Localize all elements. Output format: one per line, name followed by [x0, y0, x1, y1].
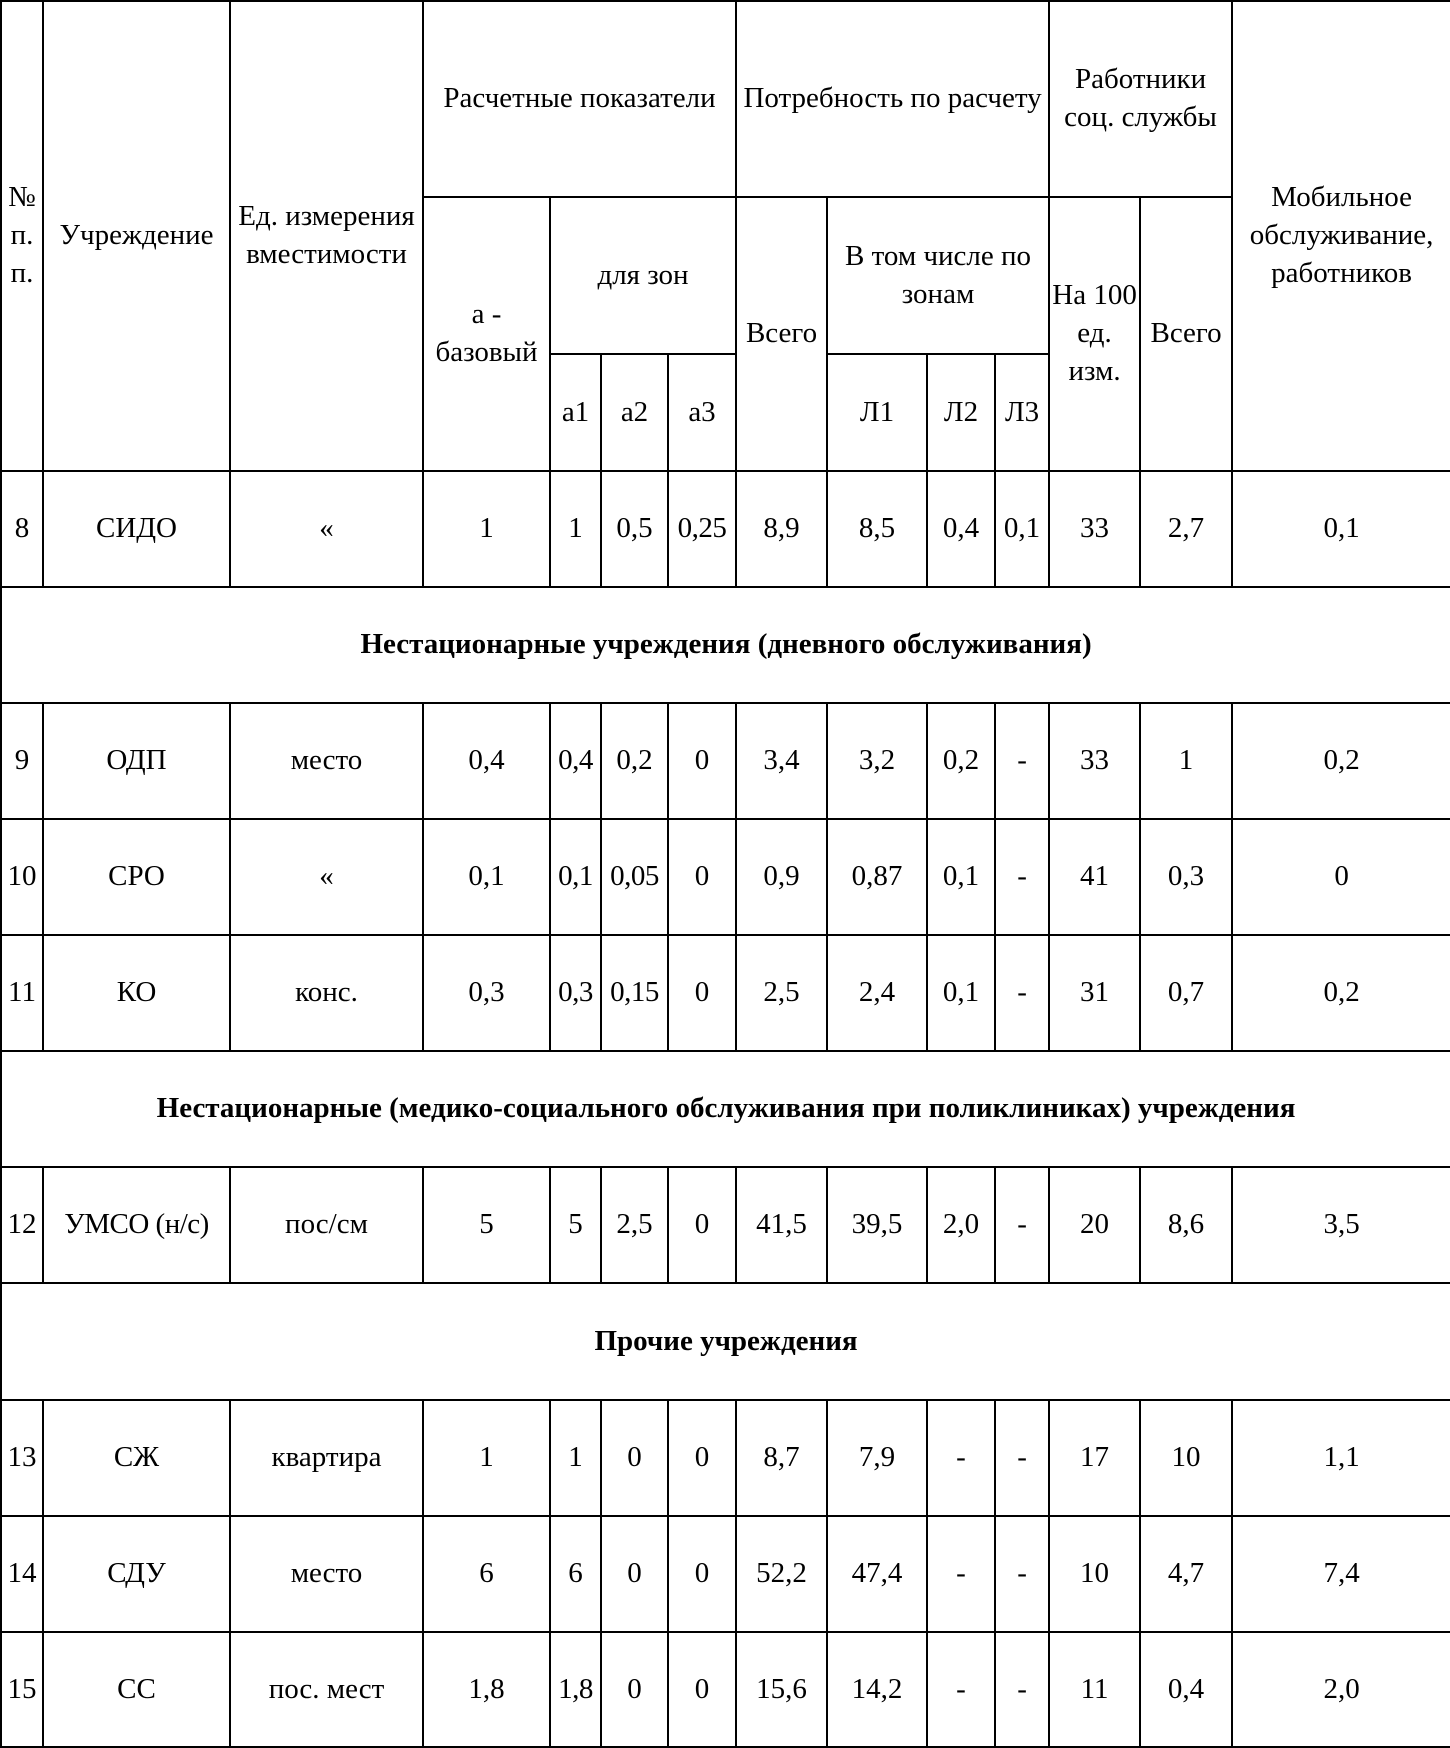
cell-l2: 0,1 — [927, 935, 995, 1051]
cell-per-100: 31 — [1049, 935, 1140, 1051]
cell-l3: - — [995, 703, 1049, 819]
cell-a3: 0 — [668, 1400, 736, 1516]
cell-unit: конс. — [230, 935, 423, 1051]
cell-a2: 0,15 — [601, 935, 668, 1051]
cell-a3: 0 — [668, 1516, 736, 1632]
cell-per-100: 33 — [1049, 703, 1140, 819]
cell-a1: 0,3 — [550, 935, 601, 1051]
cell-a-base: 5 — [423, 1167, 550, 1283]
cell-need-total: 52,2 — [736, 1516, 827, 1632]
table-row — [1, 703, 1450, 819]
table-row — [1, 1516, 1450, 1632]
cell-l2: 0,1 — [927, 819, 995, 935]
header-need-by-calc: Потребность по расчету — [736, 1, 1049, 197]
cell-l2: - — [927, 1516, 995, 1632]
cell-workers-total: 8,6 — [1140, 1167, 1232, 1283]
section-heading: Нестационарные (медико-социального обслуживания при поликлиниках) учреждения — [1, 1051, 1450, 1167]
cell-num: 14 — [1, 1516, 43, 1632]
table-row — [1, 819, 1450, 935]
header-l1: Л1 — [827, 354, 927, 470]
cell-mobile: 1,1 — [1232, 1400, 1450, 1516]
cell-a3: 0 — [668, 935, 736, 1051]
cell-institution: УМСО (н/с) — [43, 1167, 230, 1283]
cell-l1: 3,2 — [827, 703, 927, 819]
cell-per-100: 11 — [1049, 1632, 1140, 1747]
cell-mobile: 3,5 — [1232, 1167, 1450, 1283]
cell-mobile: 0 — [1232, 819, 1450, 935]
cell-a3: 0 — [668, 819, 736, 935]
header-workers-total: Всего — [1140, 197, 1232, 470]
cell-l1: 8,5 — [827, 471, 927, 587]
cell-a1: 0,1 — [550, 819, 601, 935]
cell-unit: пос. мест — [230, 1632, 423, 1747]
cell-a2: 0,5 — [601, 471, 668, 587]
cell-per-100: 17 — [1049, 1400, 1140, 1516]
cell-a2: 0,05 — [601, 819, 668, 935]
section-heading: Прочие учреждения — [1, 1283, 1450, 1399]
cell-unit: место — [230, 1516, 423, 1632]
cell-per-100: 10 — [1049, 1516, 1140, 1632]
cell-need-total: 2,5 — [736, 935, 827, 1051]
cell-institution: СДУ — [43, 1516, 230, 1632]
cell-l3: - — [995, 1516, 1049, 1632]
header-mobile-service: Мобильное обслуживание, работников — [1232, 1, 1450, 471]
header-for-zones: для зон — [550, 197, 736, 354]
cell-a-base: 0,1 — [423, 819, 550, 935]
cell-l3: - — [995, 1167, 1049, 1283]
cell-l3: - — [995, 1400, 1049, 1516]
table-row — [1, 1167, 1450, 1283]
cell-workers-total: 0,4 — [1140, 1632, 1232, 1747]
cell-institution: КО — [43, 935, 230, 1051]
cell-a2: 2,5 — [601, 1167, 668, 1283]
cell-l3: 0,1 — [995, 471, 1049, 587]
header-need-total: Всего — [736, 197, 827, 470]
cell-a3: 0 — [668, 1167, 736, 1283]
cell-unit: квартира — [230, 1400, 423, 1516]
cell-mobile: 0,2 — [1232, 935, 1450, 1051]
section-heading: Нестационарные учреждения (дневного обслуживания) — [1, 587, 1450, 703]
cell-a-base: 6 — [423, 1516, 550, 1632]
header-incl-by-zones: В том числе по зонам — [827, 197, 1049, 354]
cell-a1: 5 — [550, 1167, 601, 1283]
cell-workers-total: 2,7 — [1140, 471, 1232, 587]
cell-l1: 2,4 — [827, 935, 927, 1051]
header-num: № п. п. — [1, 1, 43, 471]
header-calc-indicators: Расчетные показатели — [423, 1, 736, 197]
cell-num: 10 — [1, 819, 43, 935]
cell-l1: 7,9 — [827, 1400, 927, 1516]
cell-l2: 0,2 — [927, 703, 995, 819]
cell-need-total: 8,9 — [736, 471, 827, 587]
cell-workers-total: 4,7 — [1140, 1516, 1232, 1632]
cell-a1: 1 — [550, 471, 601, 587]
cell-l3: - — [995, 819, 1049, 935]
cell-l1: 14,2 — [827, 1632, 927, 1747]
header-l3: Л3 — [995, 354, 1049, 470]
cell-mobile: 0,1 — [1232, 471, 1450, 587]
cell-a-base: 0,3 — [423, 935, 550, 1051]
cell-a-base: 1 — [423, 471, 550, 587]
cell-l2: - — [927, 1632, 995, 1747]
cell-unit: « — [230, 819, 423, 935]
cell-l1: 47,4 — [827, 1516, 927, 1632]
cell-l2: 2,0 — [927, 1167, 995, 1283]
cell-workers-total: 1 — [1140, 703, 1232, 819]
header-a-base: а - базовый — [423, 197, 550, 470]
header-unit: Ед. измерения вместимости — [230, 1, 423, 471]
cell-unit: место — [230, 703, 423, 819]
table-row — [1, 935, 1450, 1051]
cell-a-base: 1 — [423, 1400, 550, 1516]
table-row — [1, 1632, 1450, 1747]
cell-institution: СРО — [43, 819, 230, 935]
cell-a1: 1,8 — [550, 1632, 601, 1747]
cell-a2: 0 — [601, 1516, 668, 1632]
cell-institution: СС — [43, 1632, 230, 1747]
cell-num: 13 — [1, 1400, 43, 1516]
cell-l3: - — [995, 1632, 1049, 1747]
cell-need-total: 41,5 — [736, 1167, 827, 1283]
cell-a2: 0,2 — [601, 703, 668, 819]
header-a3: а3 — [668, 354, 736, 470]
cell-a3: 0,25 — [668, 471, 736, 587]
header-social-workers: Работники соц. службы — [1049, 1, 1232, 197]
cell-num: 8 — [1, 471, 43, 587]
cell-l1: 39,5 — [827, 1167, 927, 1283]
cell-a3: 0 — [668, 703, 736, 819]
cell-need-total: 0,9 — [736, 819, 827, 935]
cell-l2: - — [927, 1400, 995, 1516]
cell-institution: СЖ — [43, 1400, 230, 1516]
cell-a3: 0 — [668, 1632, 736, 1747]
cell-mobile: 2,0 — [1232, 1632, 1450, 1747]
cell-num: 15 — [1, 1632, 43, 1747]
header-a1: а1 — [550, 354, 601, 470]
cell-mobile: 0,2 — [1232, 703, 1450, 819]
header-a2: а2 — [601, 354, 668, 470]
cell-a2: 0 — [601, 1400, 668, 1516]
cell-a-base: 1,8 — [423, 1632, 550, 1747]
header-institution: Учреждение — [43, 1, 230, 471]
cell-a-base: 0,4 — [423, 703, 550, 819]
cell-a2: 0 — [601, 1632, 668, 1747]
header-per-100: На 100 ед. изм. — [1049, 197, 1140, 470]
cell-workers-total: 10 — [1140, 1400, 1232, 1516]
cell-mobile: 7,4 — [1232, 1516, 1450, 1632]
cell-workers-total: 0,7 — [1140, 935, 1232, 1051]
cell-a1: 6 — [550, 1516, 601, 1632]
cell-need-total: 8,7 — [736, 1400, 827, 1516]
table-row — [1, 471, 1450, 587]
cell-need-total: 15,6 — [736, 1632, 827, 1747]
cell-num: 12 — [1, 1167, 43, 1283]
cell-unit: пос/см — [230, 1167, 423, 1283]
cell-per-100: 33 — [1049, 471, 1140, 587]
cell-per-100: 20 — [1049, 1167, 1140, 1283]
cell-institution: ОДП — [43, 703, 230, 819]
cell-unit: « — [230, 471, 423, 587]
cell-l1: 0,87 — [827, 819, 927, 935]
cell-num: 11 — [1, 935, 43, 1051]
cell-num: 9 — [1, 703, 43, 819]
cell-a1: 0,4 — [550, 703, 601, 819]
cell-a1: 1 — [550, 1400, 601, 1516]
cell-l2: 0,4 — [927, 471, 995, 587]
cell-need-total: 3,4 — [736, 703, 827, 819]
cell-workers-total: 0,3 — [1140, 819, 1232, 935]
table-row — [1, 1400, 1450, 1516]
cell-per-100: 41 — [1049, 819, 1140, 935]
cell-l3: - — [995, 935, 1049, 1051]
header-l2: Л2 — [927, 354, 995, 470]
cell-institution: СИДО — [43, 471, 230, 587]
